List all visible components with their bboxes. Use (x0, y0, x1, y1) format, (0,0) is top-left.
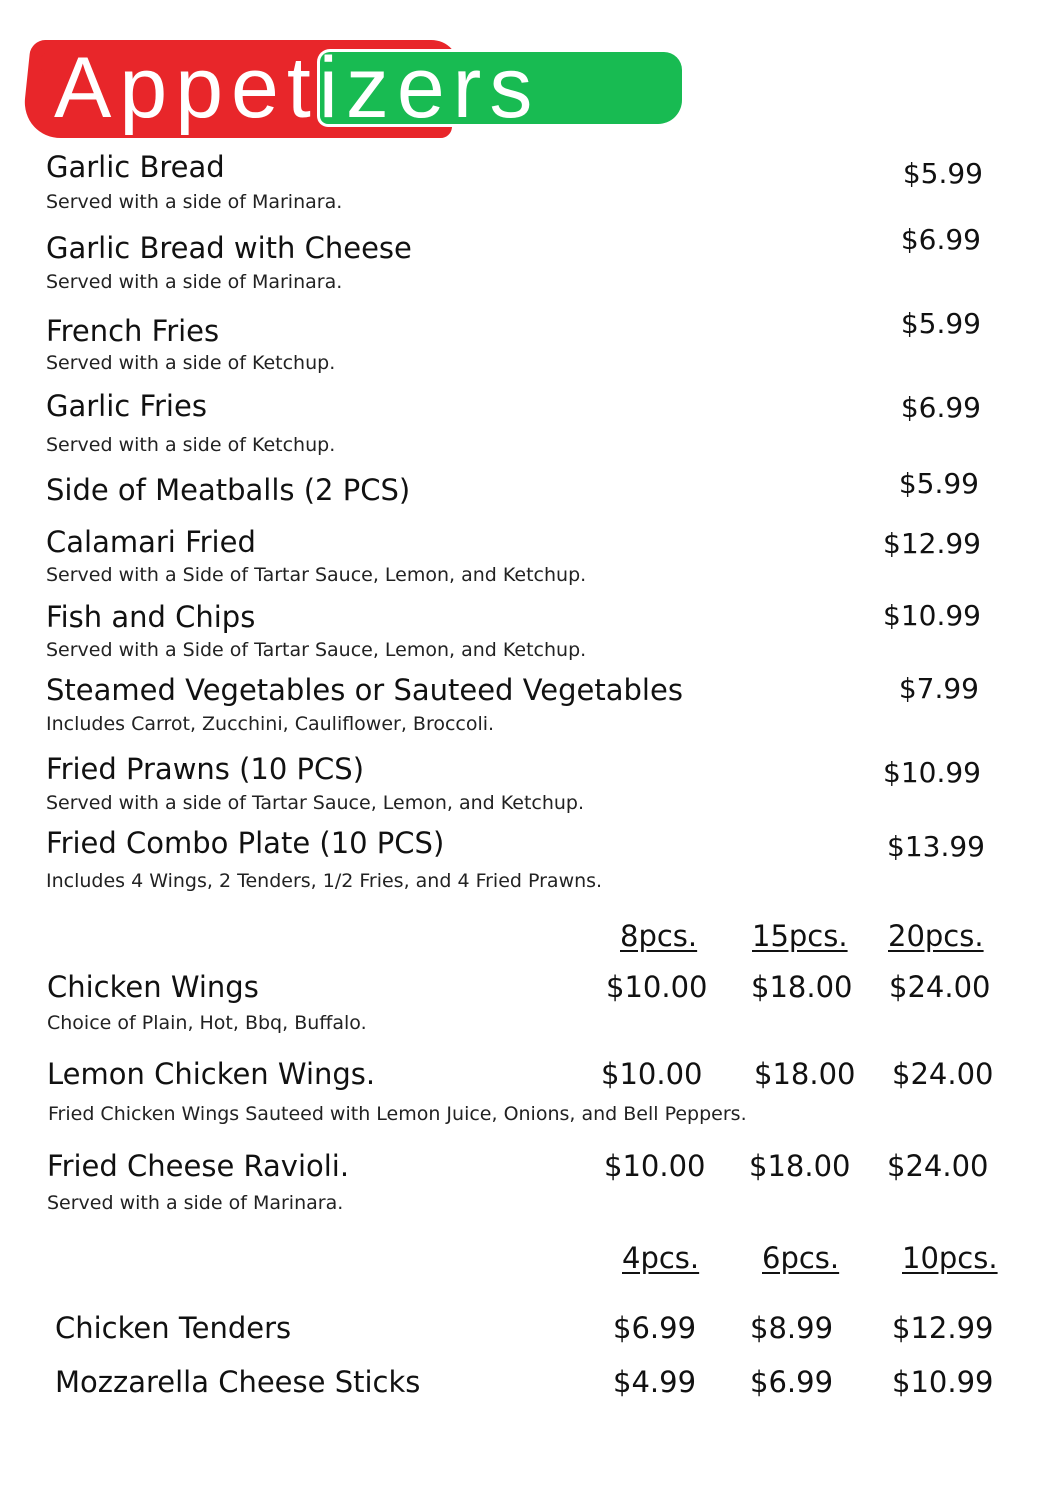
item-name: Fried Prawns (10 PCS) (46, 752, 365, 786)
item-name: French Fries (46, 314, 220, 348)
item-price-size-3: $24.00 (889, 970, 991, 1004)
item-description: Served with a side of Ketchup. (46, 352, 336, 374)
item-description: Served with a side of Ketchup. (46, 434, 336, 456)
item-description: Served with a side of Marinara. (46, 271, 343, 293)
item-price: $12.99 (883, 527, 981, 560)
item-name: Garlic Bread (46, 150, 225, 184)
item-price-size-2: $18.00 (754, 1057, 856, 1091)
item-name: Garlic Bread with Cheese (46, 231, 412, 265)
size-header: 8pcs. (620, 919, 698, 953)
item-description: Includes 4 Wings, 2 Tenders, 1/2 Fries, and 4 Fried Prawns. (46, 870, 603, 892)
item-price-size-2: $6.99 (750, 1365, 834, 1399)
item-name: Fish and Chips (46, 600, 256, 634)
item-price: $10.99 (883, 756, 981, 789)
item-name: Fried Cheese Ravioli. (47, 1149, 350, 1183)
item-price-size-3: $10.99 (892, 1365, 994, 1399)
item-name: Chicken Wings (47, 970, 259, 1004)
item-price-size-1: $6.99 (613, 1311, 697, 1345)
item-price: $5.99 (898, 467, 979, 500)
item-description: Includes Carrot, Zucchini, Cauliflower, Broccoli. (46, 713, 495, 735)
item-price-size-3: $12.99 (892, 1311, 994, 1345)
page-title: Appetizers (54, 40, 541, 136)
item-name: Fried Combo Plate (10 PCS) (46, 826, 445, 860)
item-name: Side of Meatballs (2 PCS) (46, 473, 411, 507)
item-price: $5.99 (902, 157, 983, 190)
item-name: Lemon Chicken Wings. (47, 1057, 376, 1091)
item-price-size-3: $24.00 (892, 1057, 994, 1091)
item-name: Steamed Vegetables or Sauteed Vegetables (46, 673, 683, 707)
item-price: $7.99 (898, 672, 979, 705)
item-description: Choice of Plain, Hot, Bbq, Buffalo. (47, 1012, 367, 1034)
item-price: $6.99 (900, 391, 981, 424)
item-price: $10.99 (883, 599, 981, 632)
size-header: 6pcs. (762, 1241, 840, 1275)
item-price-size-1: $10.00 (606, 970, 708, 1004)
size-header: 20pcs. (888, 919, 984, 953)
item-price-size-1: $10.00 (601, 1057, 703, 1091)
item-name: Chicken Tenders (55, 1311, 292, 1345)
item-description: Served with a side of Marinara. (46, 191, 343, 213)
item-price-size-1: $4.99 (613, 1365, 697, 1399)
item-description: Fried Chicken Wings Sauteed with Lemon Juice, Onions, and Bell Peppers. (48, 1103, 747, 1125)
item-name: Garlic Fries (46, 389, 207, 423)
item-price-size-1: $10.00 (604, 1149, 706, 1183)
size-header: 15pcs. (752, 919, 848, 953)
size-header: 4pcs. (622, 1241, 700, 1275)
item-price-size-3: $24.00 (887, 1149, 989, 1183)
item-description: Served with a side of Marinara. (47, 1192, 344, 1214)
size-header: 10pcs. (902, 1241, 998, 1275)
item-name: Mozzarella Cheese Sticks (55, 1365, 421, 1399)
item-description: Served with a side of Tartar Sauce, Lemon, and Ketchup. (46, 792, 585, 814)
item-name: Calamari Fried (46, 525, 256, 559)
item-price: $6.99 (900, 223, 981, 256)
item-price: $5.99 (900, 307, 981, 340)
item-price-size-2: $18.00 (749, 1149, 851, 1183)
item-description: Served with a Side of Tartar Sauce, Lemon, and Ketchup. (46, 564, 587, 586)
item-price: $13.99 (887, 830, 985, 863)
item-description: Served with a Side of Tartar Sauce, Lemon, and Ketchup. (46, 639, 587, 661)
item-price-size-2: $18.00 (751, 970, 853, 1004)
item-price-size-2: $8.99 (750, 1311, 834, 1345)
